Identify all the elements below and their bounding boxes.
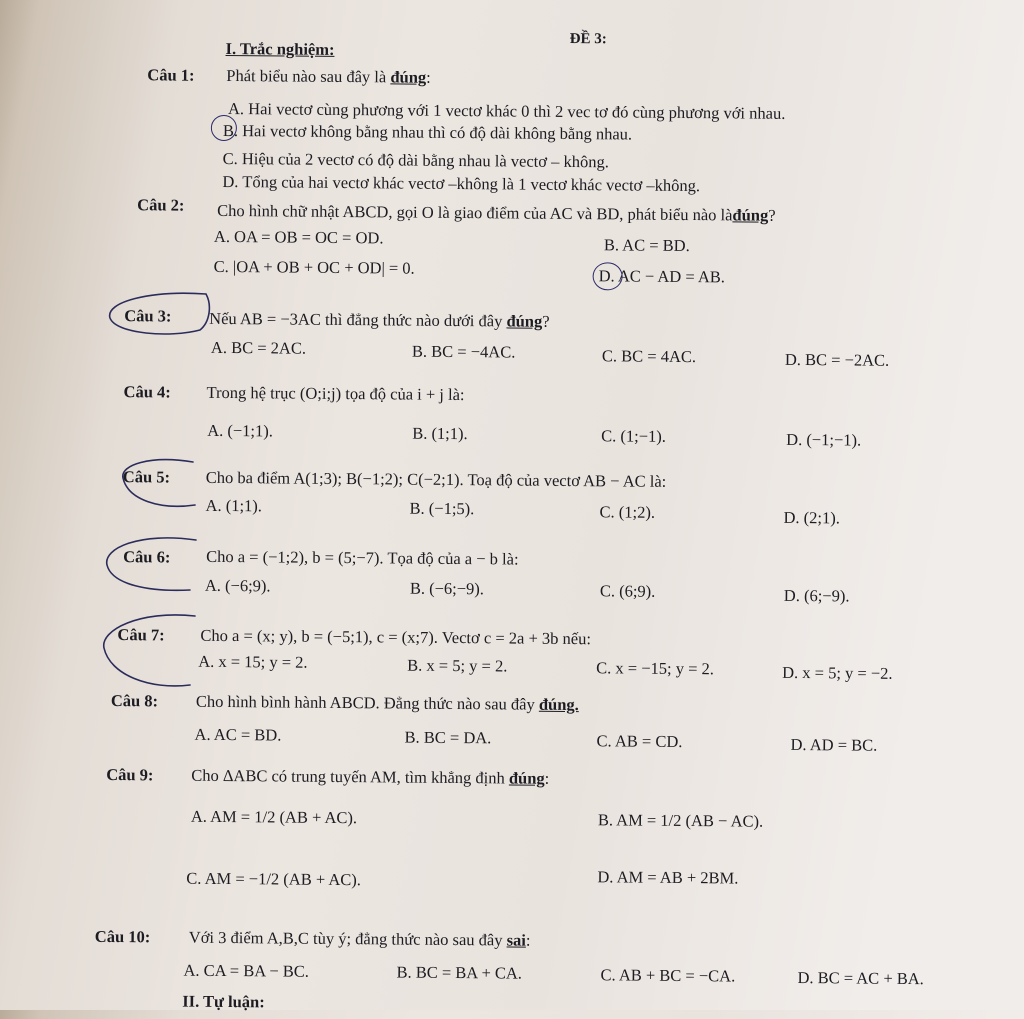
option-c: C. |OA + OB + OC + OD| = 0. (213, 256, 415, 278)
option-c: C. (1;2). (599, 502, 656, 522)
question-label: Câu 5: (122, 467, 171, 487)
question-label: Câu 6: (123, 547, 171, 567)
option-c: C. BC = 4AC. (601, 346, 697, 367)
question-stem: Phát biểu nào sau đây là đúng: (226, 65, 431, 87)
option-b: B. AC = BD. (603, 235, 690, 256)
option-a: A. (−6;9). (204, 575, 271, 596)
question-label: Câu 2: (137, 195, 185, 215)
option-a: A. AM = 1/2 (AB + AC). (190, 806, 358, 828)
option-b: B. x = 5; y = 2. (407, 655, 508, 676)
question-label: Câu 3: (124, 306, 172, 326)
question-stem: Cho hình bình hành ABCD. Đẳng thức nào sau đây đúng. (195, 691, 579, 715)
option-c: C. AM = −1/2 (AB + AC). (186, 868, 362, 890)
option-b: B. (1;1). (412, 423, 468, 444)
option-c: C. x = −15; y = 2. (596, 658, 715, 679)
option-b: B. Hai vectơ không bằng nhau thì có độ dài không bằng nhau. (222, 120, 633, 144)
question-label: Câu 8: (110, 690, 159, 711)
option-c: C. Hiệu của 2 vectơ có độ dài bằng nhau là vectơ – không. (222, 148, 610, 172)
option-b: B. BC = BA + CA. (396, 962, 523, 983)
question-label: Câu 10: (94, 926, 151, 947)
section-multiple-choice: I. Trắc nghiệm: (225, 38, 335, 59)
option-d: D. BC = AC + BA. (797, 967, 924, 989)
option-c: C. AB = CD. (596, 731, 683, 751)
pen-mark-q7 (104, 615, 195, 686)
option-a: A. OA = OB = OC = OD. (213, 226, 384, 248)
option-b: B. BC = −4AC. (411, 341, 516, 362)
pen-mark-q6 (107, 538, 196, 590)
option-c: C. AB + BC = −CA. (600, 965, 736, 986)
question-stem: Cho ba điểm A(1;3); B(−1;2); C(−2;1). Toạ độ của vectơ AB − AC là: (205, 467, 667, 491)
option-d: D. AD = BC. (790, 734, 878, 755)
option-c: C. (1;−1). (601, 426, 667, 446)
option-c: C. (6;9). (599, 581, 656, 601)
question-stem: Cho a = (x; y), b = (−5;1), c = (x;7). Vectơ c = 2a + 3b nếu: (200, 625, 592, 649)
question-stem: Trong hệ trục (O;i;j) tọa độ của i + j là: (206, 382, 465, 405)
exam-title: ĐỀ 3: (569, 30, 607, 48)
question-label: Câu 1: (147, 65, 195, 85)
option-a: A. (1;1). (205, 495, 263, 516)
section-essay: II. Tự luận: (182, 991, 265, 1012)
option-b: B. BC = DA. (404, 727, 492, 748)
option-b: B. (−1;5). (409, 498, 475, 519)
option-a: A. AC = BD. (194, 724, 282, 745)
option-d: D. AM = AB + 2BM. (597, 867, 739, 888)
option-d: D. AC − AD = AB. (598, 266, 726, 287)
question-label: Câu 9: (106, 764, 154, 785)
pen-mark-q3 (110, 293, 210, 334)
question-stem: Cho hình chữ nhật ABCD, gọi O là giao điểm của AC và BD, phát biểu nào làđúng? (217, 200, 776, 225)
option-a: A. CA = BA − BC. (183, 960, 310, 981)
option-a: A. x = 15; y = 2. (198, 651, 308, 672)
option-b: B. (−6;−9). (409, 578, 485, 599)
question-label: Câu 4: (123, 382, 171, 402)
pen-mark-q5 (123, 460, 195, 507)
option-a: A. (−1;1). (207, 420, 274, 441)
question-stem: Cho ΔABC có trung tuyến AM, tìm khẳng định đúng: (191, 765, 550, 788)
option-a: A. BC = 2AC. (210, 337, 307, 358)
option-d: D. Tổng của hai vectơ khác vectơ –không là 1 vectơ khác vectơ –không. (222, 171, 701, 196)
question-stem: Cho a = (−1;2), b = (5;−7). Tọa độ của a − b là: (206, 546, 519, 569)
option-d: D. x = 5; y = −2. (782, 662, 893, 683)
option-d: D. (6;−9). (783, 585, 850, 606)
option-b: B. AM = 1/2 (AB − AC). (597, 810, 764, 831)
option-a: A. Hai vectơ cùng phương với 1 vectơ khác 0 thì 2 vec tơ đó cùng phương với nhau. (227, 98, 786, 123)
question-stem: Với 3 điểm A,B,C tùy ý; đẳng thức nào sau đây sai: (188, 927, 531, 950)
option-d: D. BC = −2AC. (784, 349, 890, 370)
question-label: Câu 7: (117, 625, 165, 645)
option-d: D. (−1;−1). (786, 429, 862, 450)
question-stem: Nếu AB = −3AC thì đẳng thức nào dưới đây đúng? (209, 308, 550, 331)
option-d: D. (2;1). (783, 507, 840, 528)
